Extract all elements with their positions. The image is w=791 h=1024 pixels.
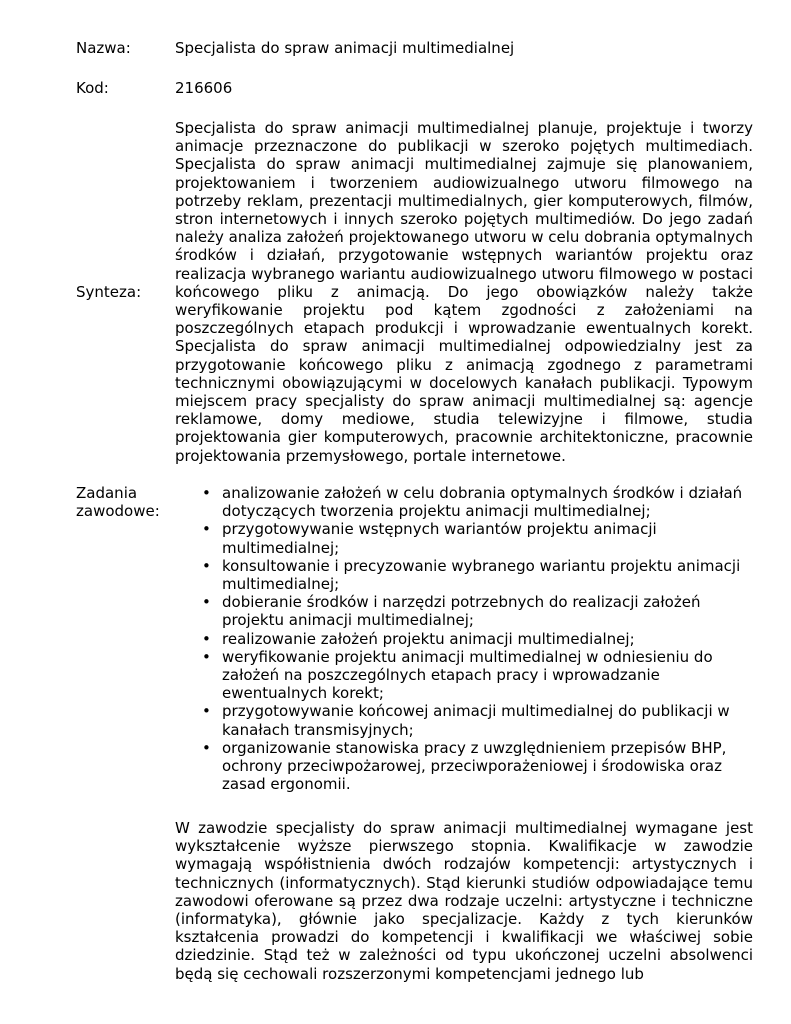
task-text: dobieranie środków i narzędzi potrzebnych do realizacji założeń projektu animacji multimedialnej; xyxy=(222,593,701,630)
code-value: 216606 xyxy=(175,79,233,97)
task-text: analizowanie założeń w celu dobrania optymalnych środków i działań dotyczących tworzenia projektu animacji multimedialnej; xyxy=(222,484,743,521)
bullet-icon: • xyxy=(202,484,211,502)
task-text: konsultowanie i precyzowanie wybranego wariantu projektu animacji multimedialnej; xyxy=(222,556,741,594)
task-item xyxy=(175,593,753,629)
task-item xyxy=(175,630,753,648)
task-item xyxy=(175,648,753,703)
bullet-icon: • xyxy=(202,702,211,721)
tasks-label xyxy=(76,484,160,520)
bullet-icon: • xyxy=(202,647,211,666)
name-value: Specjalista do spraw animacji multimedialnej xyxy=(175,39,515,57)
task-text: przygotowywanie wstępnych wariantów projektu animacji multimedialnej; xyxy=(222,520,657,557)
bullet-icon: • xyxy=(202,593,211,612)
task-item xyxy=(175,557,753,593)
task-item xyxy=(175,484,753,520)
tasks-list xyxy=(175,484,753,793)
task-item xyxy=(175,739,753,794)
task-item xyxy=(175,702,753,738)
task-text: przygotowywanie końcowej animacji multimedialnej do publikacji w kanałach transmisyjnych; xyxy=(222,702,730,739)
task-item xyxy=(175,520,753,556)
name-label: Nazwa: xyxy=(76,39,131,57)
bullet-icon: • xyxy=(202,629,211,648)
education-text: W zawodzie specjalisty do spraw animacji multimedialnej wymagane jest wykształcenie wyższe pierwszego stopnia. Kwalifikacje w zawodzie wymagają współistnienia dwóch rodzajów kompetencji: artystycznych i technicznych (informatycznych). Stąd kierunki studiów odpowiadające temu zawodowi oferowane są przez dwa rodzaje uczelni: artystyczne i techniczne (informatyka), głównie jako specjalizacje. Każdy z tych kierunków kształcenia prowadzi do kompetencji i kwalifikacji we właściwej sobie dziedzinie. Stąd też w zależności od typu ukończonej uczelni absolwenci będą się cechowali rozszerzonymi kompetencjami jednego lub xyxy=(175,819,753,983)
task-text: organizowanie stanowiska pracy z uwzględnieniem przepisów BHP, ochrony przeciwpożarowej, przeciwporażeniowej i środowiska oraz zasad ergonomii. xyxy=(222,738,727,794)
bullet-icon: • xyxy=(202,520,211,539)
tasks-label-line2: zawodowe: xyxy=(76,502,160,520)
synthesis-text: Specjalista do spraw animacji multimedialnej planuje, projektuje i tworzy animacje przeznaczone do publikacji w szeroko pojętych multimediach. Specjalista do spraw animacji multimedialnej zajmuje się planowaniem, projektowaniem i tworzeniem audiowizualnego utworu filmowego na potrzeby reklam, prezentacji multimedialnych, gier komputerowych, filmów, stron internetowych i innych szeroko pojętych multimediów. Do jego zadań należy analiza założeń projektowanego utworu w celu dobrania optymalnych środków i działań, przygotowanie wstępnych wariantów projektu oraz realizacja wybranego wariantu audiowizualnego utworu filmowego w postaci końcowego pliku z animacją. Do jego obowiązków należy także weryfikowanie projektu pod kątem zgodności z założeniami na poszczególnych etapach produkcji i wprowadzanie ewentualnych korekt. Specjalista do spraw animacji multimedialnej odpowiedzialny jest za przygotowanie końcowego pliku z animacją zgodnego z parametrami technicznymi obowiązującymi w docelowych kanałach publikacji. Typowym miejscem pracy specjalisty do spraw animacji multimedialnej są: agencje reklamowe, domy mediowe, studia telewizyjne i filmowe, studia projektowania gier komputerowych, pracownie architektoniczne, pracownie projektowania przemysłowego, portale internetowe. xyxy=(175,119,753,465)
code-label: Kod: xyxy=(76,79,109,97)
bullet-icon: • xyxy=(202,556,211,575)
tasks-label-line1: Zadania xyxy=(76,484,138,502)
task-text: realizowanie założeń projektu animacji multimedialnej; xyxy=(222,629,635,648)
task-text: weryfikowanie projektu animacji multimedialnej w odniesieniu do założeń na poszczególnych etapach pracy i wprowadzanie ewentualnych korekt; xyxy=(222,647,713,703)
bullet-icon: • xyxy=(202,738,211,757)
synthesis-label: Synteza: xyxy=(76,283,142,301)
